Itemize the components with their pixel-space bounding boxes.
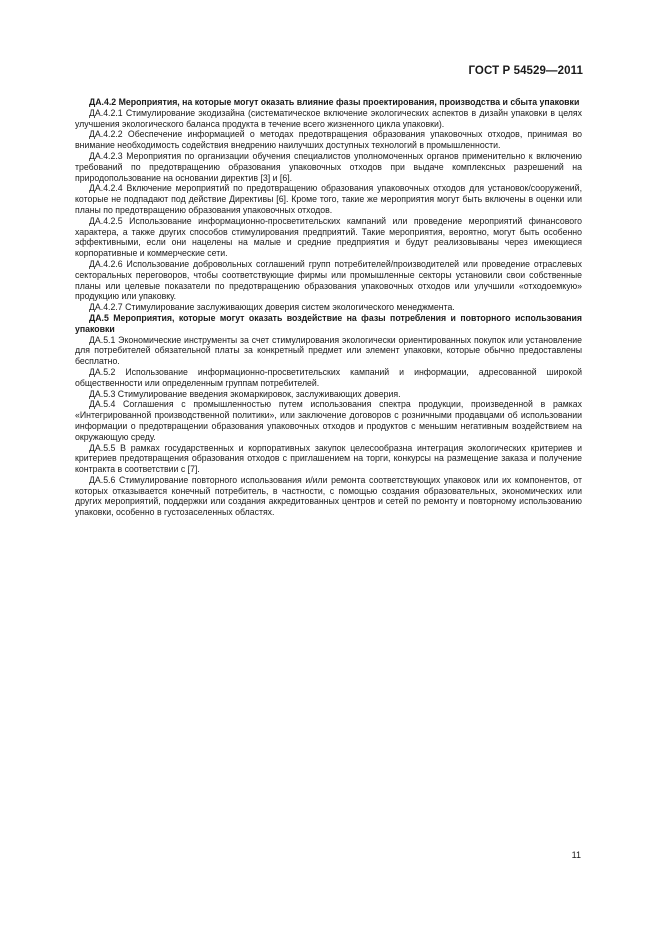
paragraph: ДА.5.1 Экономические инструменты за счет стимулирования экологически ориентированных покупок или установление для потребителей обязательной платы за конкретный предмет или элемент упаковки, которые обычно предоставлены бесплатно. [75,334,582,367]
paragraph: ДА.4.2.1 Стимулирование экодизайна (систематическое включение экологических аспектов в дизайн упаковки в целях улучшения экологического баланса продукта в течение всего жизненного цикла упаковки). [75,107,582,129]
paragraph: ДА.5.3 Стимулирование введения экомаркировок, заслуживающих доверия. [89,388,401,399]
paragraph: ДА.4.2.5 Использование информационно-просветительских кампаний или проведение мероприятий финансового характера, а также других способов стимулирования предприятий. Такие мероприятия, вероятно, могут быть особенно эффективными, если они нацелены на малые и средние предприятия и будут реализовываны через имеющиеся корпоративные и коммерческие сети. [75,215,582,259]
page-number: 11 [571,850,581,860]
paragraph: ДА.5.5 В рамках государственных и корпоративных закупок целесообразна интеграция экологических критериев и критериев предотвращения образования отходов с приглашением на торги, конкурсы на размещение заказа и получение контракта в соответствии с [7]. [75,442,582,475]
section-heading: ДА.5 Мероприятия, которые могут оказать воздействие на фазы потребления и повторного использования упаковки [75,312,582,334]
paragraph: ДА.4.2.7 Стимулирование заслуживающих доверия систем экологического менеджмента. [89,302,455,313]
paragraph: ДА.5.4 Соглашения с промышленностью путем использования спектра продукции, произведенной в рамках «Интегрированной производственной политики», или заключение договоров с розничными продавцами об использовании информации о предотвращении образования упаковочных отходов и продуктов с меньшим негативным воздействием на окружающую среду. [75,399,582,442]
paragraph: ДА.4.2.2 Обеспечение информацией о методах предотвращения образования упаковочных отходов, принимая во внимание необходимость содействия внедрению наилучших доступных технологий в промышленности. [75,129,582,151]
document-body [75,97,582,518]
document-id: ГОСТ Р 54529—2011 [468,65,583,77]
paragraph: ДА.4.2.4 Включение мероприятий по предотвращению образования упаковочных отходов для установок/сооружений, которые не подпадают под действие Директивы [6]. Кроме того, такие же мероприятия могут быть включены в оценки или планы по предотвращению образования упаковочных отходов. [75,183,582,215]
paragraph: ДА.4.2.3 Мероприятия по организации обучения специалистов уполномоченных органов применительно к включению требований по предотвращению образования упаковочных отходов при выдаче комплексных разрешений на природопользование на основании директив [3] и [6]. [75,150,582,183]
paragraph: ДА.5.6 Стимулирование повторного использования и/или ремонта соответствующих упаковок или их компонентов, от которых отказывается конечный потребитель, в частности, с помощью создания образовательных, экономических или других мероприятий, поддержки или создания аккредитованных центров и сетей по ремонту и повторному использованию упаковки, особенно в густозаселенных областях. [75,474,582,518]
paragraph: ДА.4.2.6 Использование добровольных соглашений групп потребителей/производителей или проведение отраслевых секторальных переговоров, чтобы соответствующие фирмы или промышленные секторы установили свои собственные планы или целевые показатели по предотвращению образования упаковочных отходов или улучшили «отходоемкую» продукцию или упаковку. [75,258,582,302]
paragraph: ДА.5.2 Использование информационно-просветительских кампаний и информации, адресованной широкой общественности или определенным группам потребителей. [75,366,582,388]
section-heading: ДА.4.2 Мероприятия, на которые могут оказать влияние фазы проектирования, производства и сбыта упаковки [89,97,580,107]
